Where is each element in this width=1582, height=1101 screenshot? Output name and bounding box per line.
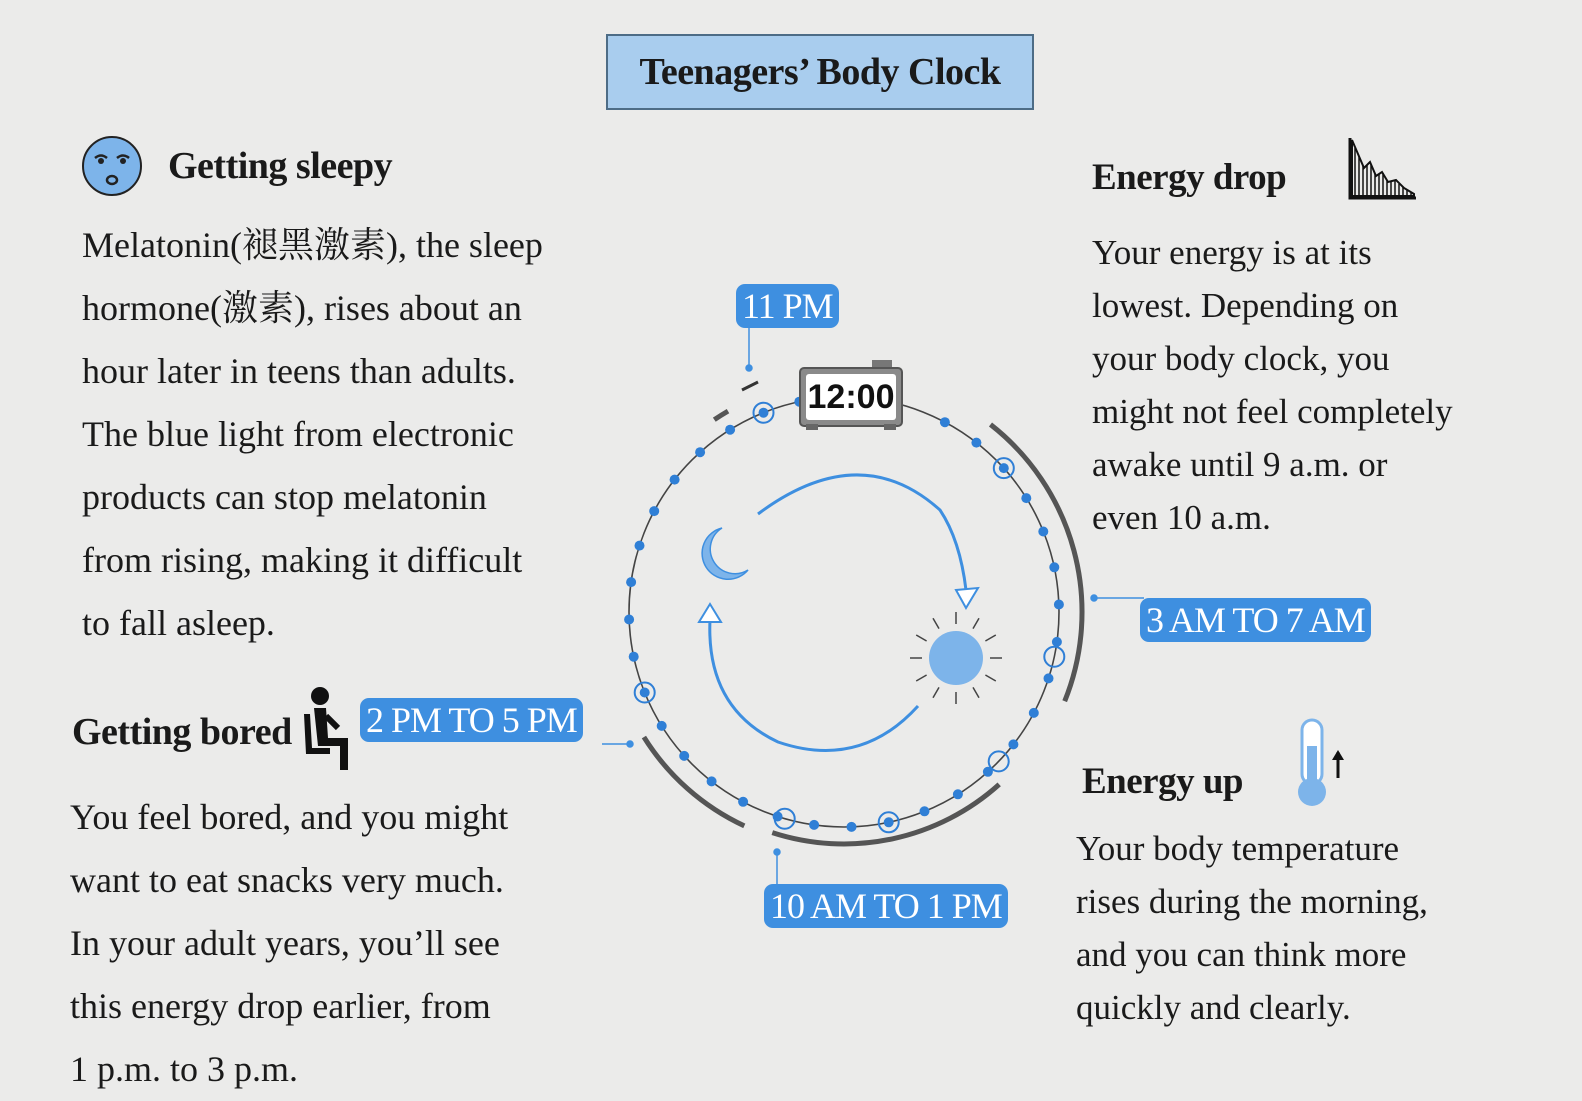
getting-sleepy-heading: Getting sleepy — [168, 145, 393, 187]
tag-3am-to-7am: 3 AM TO 7 AM — [1140, 598, 1371, 642]
text-line: hormone(激素), rises about an — [82, 288, 522, 328]
ring-dot — [1052, 637, 1062, 647]
sun-ray — [973, 687, 979, 697]
cycle-arrow-top — [758, 475, 966, 590]
ring-dot — [725, 425, 735, 435]
text-line: awake until 9 a.m. or — [1092, 445, 1388, 484]
text-line: hour later in teens than adults. — [82, 351, 516, 391]
text-line: rises during the morning, — [1076, 882, 1428, 921]
text-line: The blue light from electronic — [82, 414, 514, 454]
ring-dot — [920, 806, 930, 816]
ring-dot — [1044, 673, 1054, 683]
cycle-arrow-head-top — [956, 588, 978, 608]
ring-dot — [809, 820, 819, 830]
ring-dot — [635, 541, 645, 551]
ring-dot — [640, 688, 650, 698]
sun-ray — [985, 675, 995, 681]
text-line: Your body temperature — [1076, 829, 1400, 868]
ring-dot — [629, 652, 639, 662]
text-line: 1 p.m. to 3 p.m. — [70, 1049, 299, 1089]
ring-dot — [971, 438, 981, 448]
ring-dot — [1038, 527, 1048, 537]
text-line: this energy drop earlier, from — [70, 986, 491, 1026]
ring-dot — [1049, 562, 1059, 572]
text-line: In your adult years, you’ll see — [70, 923, 500, 963]
text-line: even 10 a.m. — [1092, 498, 1271, 537]
ring-dot — [649, 506, 659, 516]
energy-up-heading: Energy up — [1082, 761, 1244, 802]
page-title: Teenagers’ Body Clock — [606, 34, 1034, 110]
ring-dot — [953, 789, 963, 799]
ring-dot — [759, 408, 769, 418]
arc-10am-1pm — [772, 784, 999, 844]
tag-11pm: 11 PM — [736, 284, 839, 328]
ring-dot — [670, 475, 680, 485]
tag-10am-to-1pm: 10 AM TO 1 PM — [764, 884, 1008, 928]
ring-dot — [999, 463, 1009, 473]
text-line: might not feel completely — [1092, 392, 1453, 431]
cycle-arrow-head-bottom — [699, 604, 721, 622]
alarm-clock-icon — [800, 360, 902, 430]
sun-ray — [916, 675, 926, 681]
ring-dot — [940, 417, 950, 427]
ring-dot — [695, 447, 705, 457]
moon-icon — [702, 528, 748, 579]
sun-icon — [910, 612, 1002, 704]
ring-dot — [626, 577, 636, 587]
sun-ray — [933, 687, 939, 697]
text-line: You feel bored, and you might — [70, 797, 509, 837]
ring-dot — [847, 822, 857, 832]
text-line: quickly and clearly. — [1076, 988, 1351, 1027]
ring-dot — [1008, 739, 1018, 749]
ring-dot — [679, 751, 689, 761]
text-line: Melatonin(褪黑激素), the sleep — [82, 225, 543, 265]
sun-ray — [973, 618, 979, 628]
ring-dot — [884, 817, 894, 827]
text-line: want to eat snacks very much. — [70, 860, 504, 900]
tag-2pm-to-5pm: 2 PM TO 5 PM — [360, 698, 583, 742]
ring-dot — [1029, 708, 1039, 718]
sun-ray — [985, 635, 995, 641]
getting-bored-heading: Getting bored — [72, 711, 292, 753]
sun-ray — [916, 635, 926, 641]
ring-dot — [657, 721, 667, 731]
text-line: Your energy is at its — [1092, 233, 1372, 272]
arc-2pm-5pm — [644, 737, 744, 826]
text-line: and you can think more — [1076, 935, 1407, 974]
clock-ring — [629, 397, 1059, 827]
ring-dot — [1021, 493, 1031, 503]
ring-dot — [1054, 600, 1064, 610]
text-line: your body clock, you — [1092, 339, 1390, 378]
text-line: to fall asleep. — [82, 603, 275, 643]
arc-11pm — [714, 411, 728, 420]
ring-dot — [707, 776, 717, 786]
ring-dot — [624, 615, 634, 625]
ring-dot — [738, 797, 748, 807]
cycle-arrow-bottom — [710, 620, 918, 751]
energy-drop-heading: Energy drop — [1092, 157, 1287, 198]
text-line: from rising, making it difficult — [82, 540, 523, 580]
text-line: products can stop melatonin — [82, 477, 487, 517]
text-line: lowest. Depending on — [1092, 286, 1399, 325]
clock-time: 12:00 — [807, 378, 895, 416]
sun-ray — [933, 618, 939, 628]
